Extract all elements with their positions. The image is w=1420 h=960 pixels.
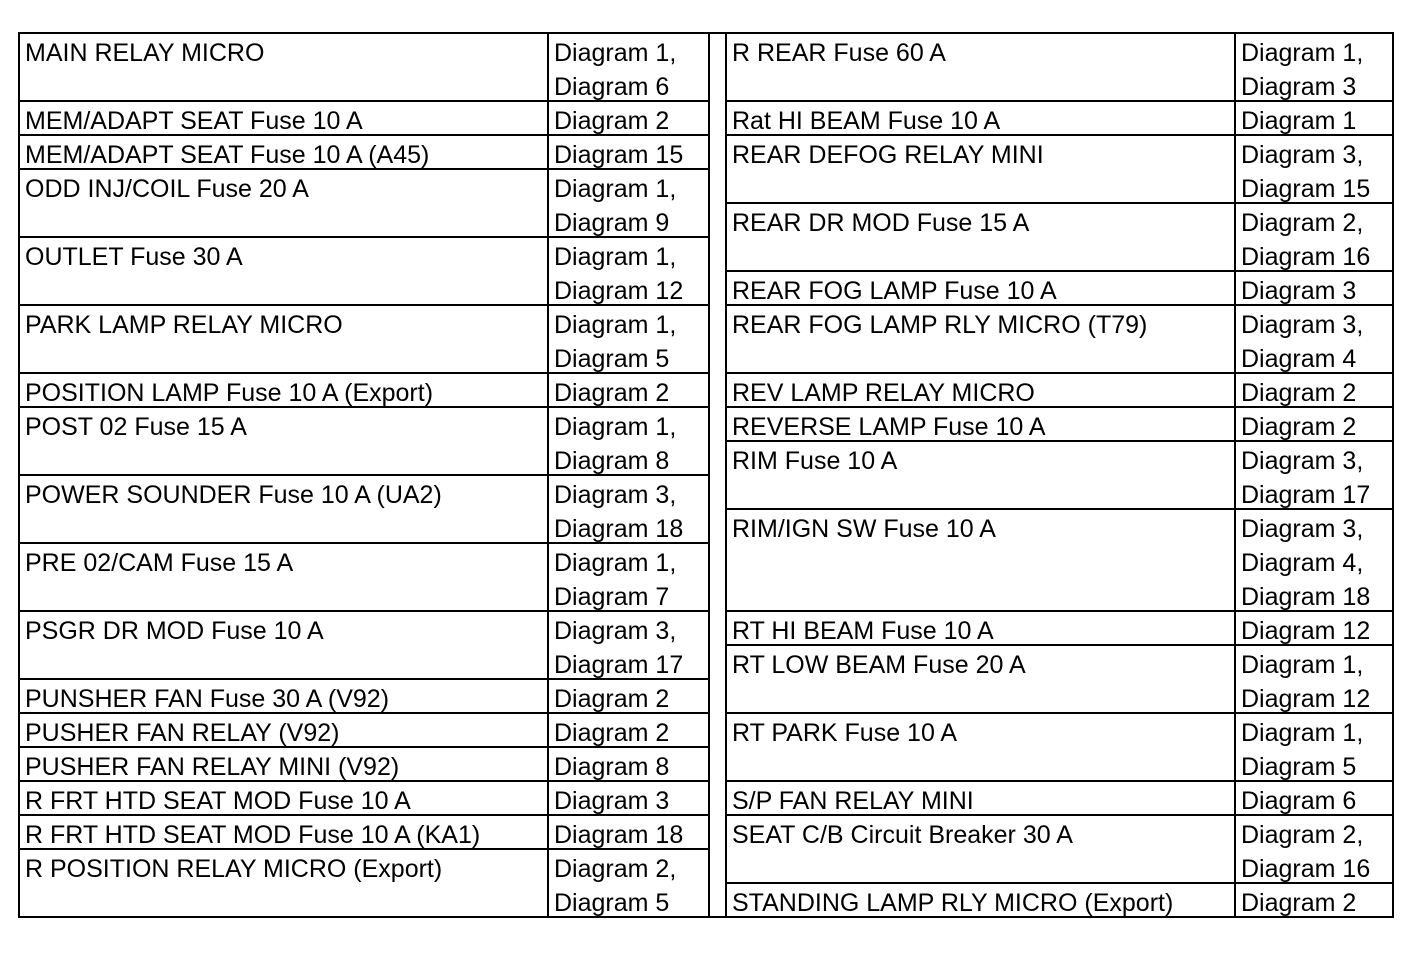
table-row (20, 680, 708, 714)
table-row (727, 136, 1394, 204)
component-name: MAIN RELAY MICRO (20, 34, 549, 100)
component-name: R POSITION RELAY MICRO (Export) (20, 850, 549, 918)
diagram-ref: Diagram 2 (1241, 889, 1357, 917)
component-name: POSITION LAMP Fuse 10 A (Export) (20, 374, 549, 406)
diagram-ref: Diagram 1, (554, 311, 677, 339)
diagram-ref: Diagram 16 (1241, 855, 1371, 883)
diagram-ref: Diagram 3, (554, 481, 677, 509)
table-row (20, 408, 708, 476)
diagram-refs (1236, 272, 1394, 304)
table-row (727, 782, 1394, 816)
diagram-refs (1236, 408, 1394, 440)
diagram-ref: Diagram 1, (554, 175, 677, 203)
diagram-refs (549, 408, 708, 474)
diagram-ref: Diagram 7 (554, 583, 670, 611)
table-row (20, 374, 708, 408)
fuse-index-table (18, 32, 1394, 918)
diagram-ref: Diagram 1, (1241, 719, 1364, 747)
diagram-refs (1236, 714, 1394, 780)
diagram-ref: Diagram 6 (1241, 787, 1357, 815)
diagram-ref: Diagram 5 (554, 345, 670, 373)
diagram-refs (1236, 612, 1394, 644)
diagram-refs (549, 850, 708, 918)
diagram-ref: Diagram 3, (1241, 515, 1364, 543)
table-row (20, 748, 708, 782)
diagram-ref: Diagram 18 (554, 821, 684, 849)
diagram-ref: Diagram 1, (554, 39, 677, 67)
diagram-ref: Diagram 1, (554, 243, 677, 271)
column-divider (708, 34, 727, 916)
diagram-ref: Diagram 2 (554, 379, 670, 407)
table-row (20, 782, 708, 816)
diagram-refs (549, 782, 708, 814)
component-name: REAR DEFOG RELAY MINI (727, 136, 1236, 202)
table-row (727, 374, 1394, 408)
component-name: RT PARK Fuse 10 A (727, 714, 1236, 780)
component-name: R REAR Fuse 60 A (727, 34, 1236, 100)
diagram-refs (549, 306, 708, 372)
component-name: RIM Fuse 10 A (727, 442, 1236, 508)
diagram-ref: Diagram 12 (1241, 617, 1371, 645)
component-name: RT HI BEAM Fuse 10 A (727, 612, 1236, 644)
diagram-refs (549, 170, 708, 236)
component-name: PUSHER FAN RELAY MINI (V92) (20, 748, 549, 780)
diagram-refs (549, 238, 708, 304)
diagram-ref: Diagram 9 (554, 209, 670, 237)
table-row (20, 476, 708, 544)
diagram-ref: Diagram 1, (554, 413, 677, 441)
component-name: REAR FOG LAMP Fuse 10 A (727, 272, 1236, 304)
diagram-ref: Diagram 2 (554, 719, 670, 747)
diagram-refs (1236, 204, 1394, 270)
table-row (20, 544, 708, 612)
diagram-refs (549, 136, 708, 168)
diagram-ref: Diagram 3, (1241, 447, 1364, 475)
table-row (20, 306, 708, 374)
component-name: R FRT HTD SEAT MOD Fuse 10 A (KA1) (20, 816, 549, 848)
diagram-ref: Diagram 18 (1241, 583, 1371, 611)
table-row (727, 714, 1394, 782)
component-name: STANDING LAMP RLY MICRO (Export) (727, 884, 1236, 918)
diagram-ref: Diagram 1, (554, 549, 677, 577)
table-row (727, 884, 1394, 918)
component-name: OUTLET Fuse 30 A (20, 238, 549, 304)
table-row (727, 102, 1394, 136)
table-row (20, 850, 708, 918)
diagram-refs (1236, 884, 1394, 918)
diagram-refs (549, 374, 708, 406)
diagram-refs (549, 544, 708, 610)
table-row (727, 442, 1394, 510)
diagram-ref: Diagram 2 (554, 685, 670, 713)
table-row (727, 510, 1394, 612)
component-name: PUSHER FAN RELAY (V92) (20, 714, 549, 746)
diagram-ref: Diagram 3 (554, 787, 670, 815)
diagram-refs (1236, 646, 1394, 712)
diagram-refs (549, 816, 708, 848)
component-name: MEM/ADAPT SEAT Fuse 10 A (20, 102, 549, 134)
table-row (20, 34, 708, 102)
table-row (20, 238, 708, 306)
diagram-ref: Diagram 12 (554, 277, 684, 305)
diagram-ref: Diagram 2, (1241, 821, 1364, 849)
diagram-refs (549, 714, 708, 746)
component-name: PARK LAMP RELAY MICRO (20, 306, 549, 372)
diagram-ref: Diagram 2, (554, 855, 677, 883)
component-name: POST 02 Fuse 15 A (20, 408, 549, 474)
component-name: PSGR DR MOD Fuse 10 A (20, 612, 549, 678)
table-row (727, 646, 1394, 714)
diagram-ref: Diagram 1, (1241, 651, 1364, 679)
table-row (20, 816, 708, 850)
table-row (20, 136, 708, 170)
table-row (727, 34, 1394, 102)
table-row (727, 204, 1394, 272)
diagram-refs (549, 102, 708, 134)
table-row (20, 714, 708, 748)
diagram-refs (1236, 816, 1394, 882)
diagram-refs (549, 680, 708, 712)
diagram-refs (1236, 306, 1394, 372)
diagram-ref: Diagram 2 (1241, 379, 1357, 407)
component-name: RT LOW BEAM Fuse 20 A (727, 646, 1236, 712)
diagram-refs (1236, 782, 1394, 814)
diagram-ref: Diagram 3, (1241, 311, 1364, 339)
component-name: PUNSHER FAN Fuse 30 A (V92) (20, 680, 549, 712)
component-name: MEM/ADAPT SEAT Fuse 10 A (A45) (20, 136, 549, 168)
diagram-refs (549, 34, 708, 100)
component-name: S/P FAN RELAY MINI (727, 782, 1236, 814)
table-row (727, 408, 1394, 442)
component-name: Rat HI BEAM Fuse 10 A (727, 102, 1236, 134)
diagram-ref: Diagram 12 (1241, 685, 1371, 713)
diagram-ref: Diagram 16 (1241, 243, 1371, 271)
table-row (727, 816, 1394, 884)
component-name: RIM/IGN SW Fuse 10 A (727, 510, 1236, 610)
component-name: POWER SOUNDER Fuse 10 A (UA2) (20, 476, 549, 542)
diagram-ref: Diagram 5 (554, 889, 670, 917)
table-row (20, 102, 708, 136)
diagram-ref: Diagram 2 (1241, 413, 1357, 441)
table-row (20, 612, 708, 680)
table-row (20, 170, 708, 238)
diagram-refs (549, 476, 708, 542)
component-name: ODD INJ/COIL Fuse 20 A (20, 170, 549, 236)
diagram-ref: Diagram 3, (1241, 141, 1364, 169)
component-name: R FRT HTD SEAT MOD Fuse 10 A (20, 782, 549, 814)
diagram-ref: Diagram 6 (554, 73, 670, 101)
diagram-ref: Diagram 8 (554, 447, 670, 475)
diagram-ref: Diagram 4, (1241, 549, 1364, 577)
diagram-ref: Diagram 15 (1241, 175, 1371, 203)
component-name: REAR DR MOD Fuse 15 A (727, 204, 1236, 270)
diagram-ref: Diagram 2, (1241, 209, 1364, 237)
right-column (727, 34, 1394, 916)
diagram-refs (1236, 136, 1394, 202)
component-name: REAR FOG LAMP RLY MICRO (T79) (727, 306, 1236, 372)
diagram-refs (1236, 34, 1394, 100)
diagram-refs (1236, 374, 1394, 406)
diagram-ref: Diagram 15 (554, 141, 684, 169)
table-row (727, 612, 1394, 646)
diagram-refs (1236, 102, 1394, 134)
diagram-ref: Diagram 18 (554, 515, 684, 543)
component-name: REV LAMP RELAY MICRO (727, 374, 1236, 406)
diagram-refs (549, 612, 708, 678)
table-row (727, 272, 1394, 306)
diagram-ref: Diagram 1, (1241, 39, 1364, 67)
table-row (727, 306, 1394, 374)
diagram-ref: Diagram 17 (554, 651, 684, 679)
diagram-ref: Diagram 5 (1241, 753, 1357, 781)
diagram-refs (1236, 510, 1394, 610)
diagram-ref: Diagram 3 (1241, 73, 1357, 101)
diagram-ref: Diagram 17 (1241, 481, 1371, 509)
component-name: PRE 02/CAM Fuse 15 A (20, 544, 549, 610)
left-column (20, 34, 708, 916)
diagram-ref: Diagram 8 (554, 753, 670, 781)
diagram-ref: Diagram 1 (1241, 107, 1357, 135)
diagram-ref: Diagram 2 (554, 107, 670, 135)
diagram-ref: Diagram 3 (1241, 277, 1357, 305)
component-name: REVERSE LAMP Fuse 10 A (727, 408, 1236, 440)
component-name: SEAT C/B Circuit Breaker 30 A (727, 816, 1236, 882)
diagram-ref: Diagram 4 (1241, 345, 1357, 373)
diagram-refs (549, 748, 708, 780)
diagram-refs (1236, 442, 1394, 508)
diagram-ref: Diagram 3, (554, 617, 677, 645)
